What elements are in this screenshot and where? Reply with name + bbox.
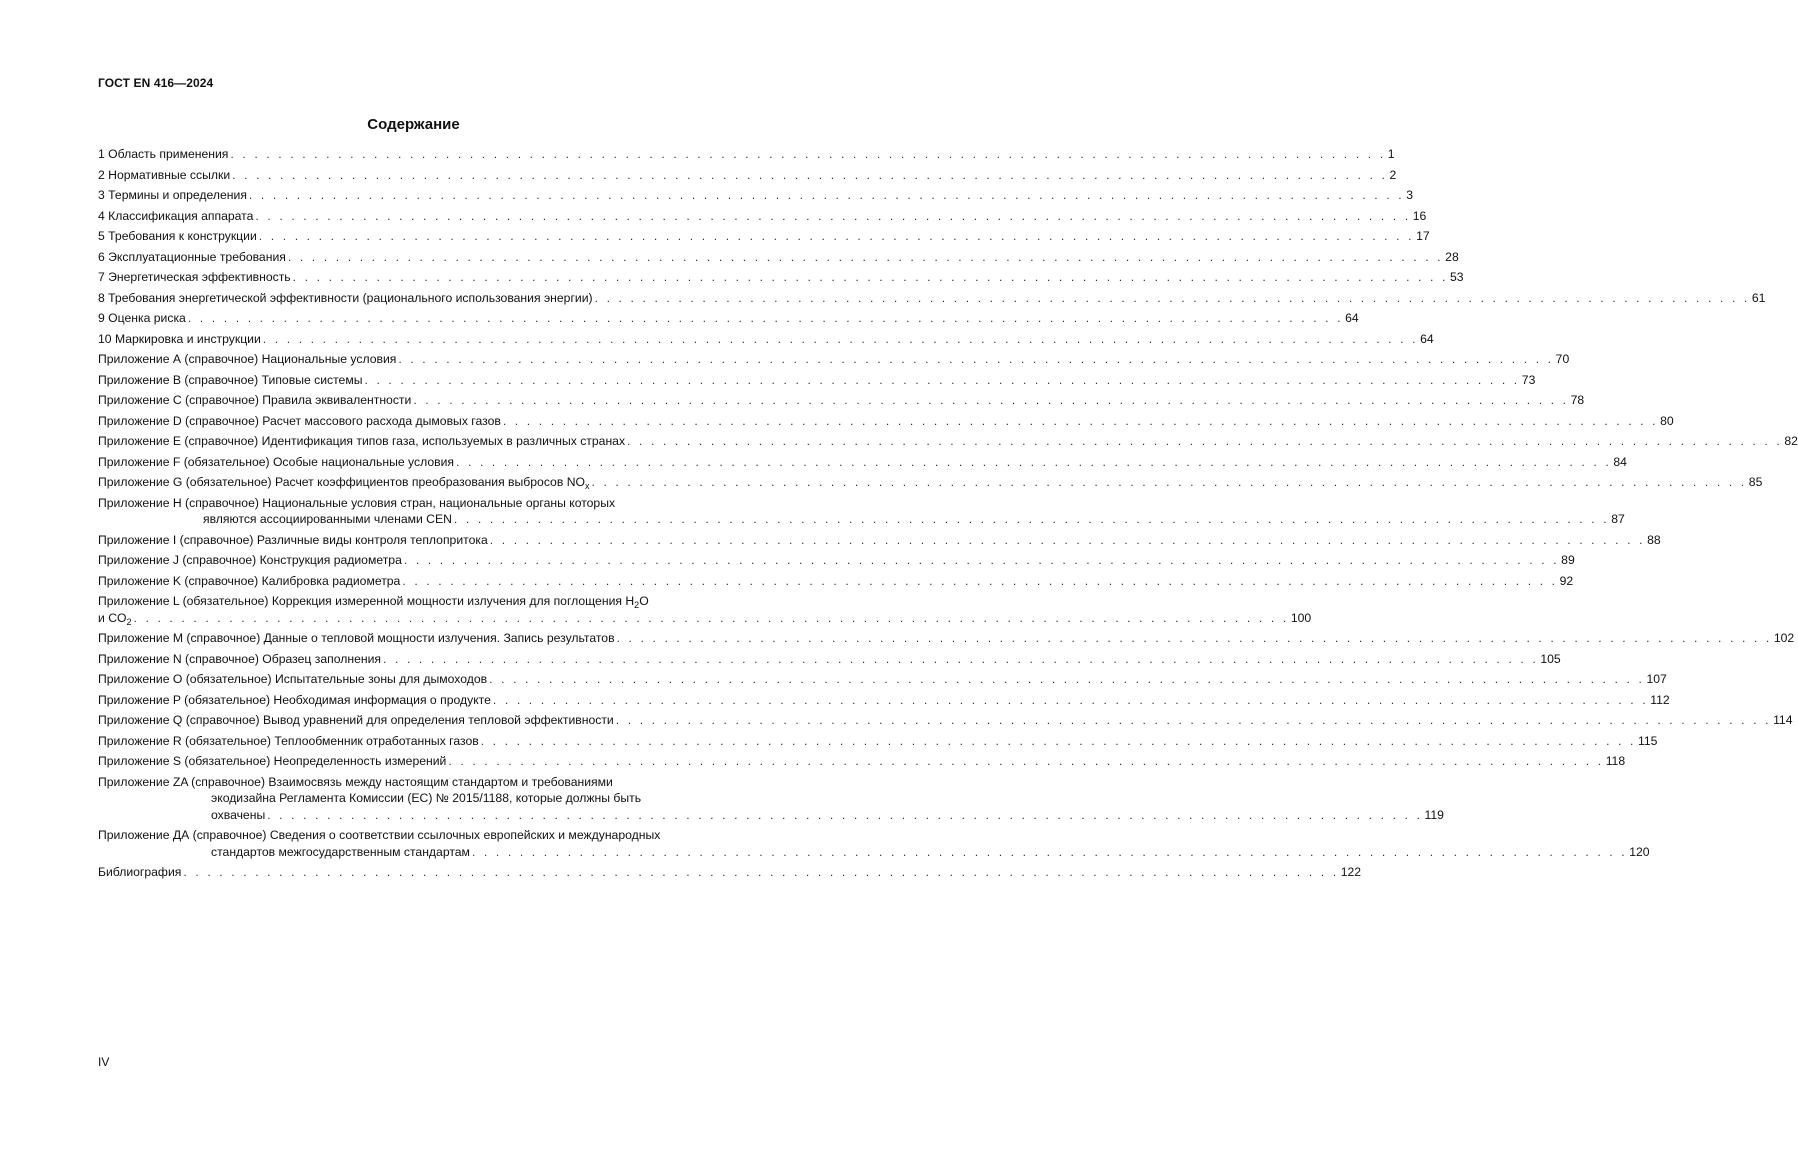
- dot-leader: . . . . . . . . . . . . . . . . . . . . . . . . . . . . . . . . . . . . . . . . . . . . . . . . . . . . . . . . . . . . . . . . . . . . . . . . . . . . . . . . . . . . . . . . . . . . . . . . .: [456, 454, 1612, 469]
- toc-entry-text: [98, 712, 614, 729]
- dot-leader: . . . . . . . . . . . . . . . . . . . . . . . . . . . . . . . . . . . . . . . . . . . . . . . . . . . . . . . . . . . . . . . . . . . . . . . . . . . . . . . . . . . . . . . . . . . . . . . . .: [489, 672, 1645, 686]
- toc-page-number: 100: [1290, 610, 1312, 625]
- toc-page-number: 85: [1748, 475, 1763, 489]
- toc-entry[interactable]: [98, 692, 1670, 709]
- toc-entry-line: [98, 790, 767, 807]
- toc-page-number: 119: [1424, 807, 1444, 822]
- toc-entry-text: [98, 864, 181, 881]
- toc-entry-text: [98, 351, 396, 368]
- toc-entry-title: Приложение P (обязательное) Необходимая информация о продукте: [98, 692, 491, 707]
- toc-entry-line: [98, 827, 767, 844]
- toc-entry[interactable]: [98, 331, 1434, 348]
- toc-entry-text: [98, 433, 625, 450]
- toc-entry-title: Приложение I (справочное) Различные виды контроля теплопритока: [98, 532, 488, 547]
- dot-leader: . . . . . . . . . . . . . . . . . . . . . . . . . . . . . . . . . . . . . . . . . . . . . . . . . . . . . . . . . . . . . . . . . . . . . . . . . . . . . . . . . . . . . . . . . . . . . . . . .: [398, 352, 1554, 366]
- toc-entry-text: [98, 733, 479, 750]
- toc-entry[interactable]: [98, 593, 1312, 627]
- toc-entry-title: Библиография: [98, 865, 182, 879]
- dot-leader: . . . . . . . . . . . . . . . . . . . . . . . . . . . . . . . . . . . . . . . . . . . . . . . . . . . . . . . . . . . . . . . . . . . . . . . . . . . . . . . . . . . . . . . . . . . . . . . . .: [287, 249, 1444, 264]
- toc-entry-text: [98, 167, 230, 184]
- toc-page-number: 114: [1773, 713, 1793, 727]
- toc-page-number: 2: [1389, 167, 1397, 182]
- subscript: 2: [126, 616, 132, 627]
- toc-entry[interactable]: [98, 474, 1763, 491]
- toc-entry-text: [98, 249, 286, 266]
- toc-entry-title: Приложение Q (справочное) Вывод уравнений для определения тепловой эффективности: [98, 713, 614, 727]
- toc-entry[interactable]: [98, 774, 1444, 824]
- toc-entry[interactable]: [98, 413, 1674, 430]
- dot-leader: . . . . . . . . . . . . . . . . . . . . . . . . . . . . . . . . . . . . . . . . . . . . . . . . . . . . . . . . . . . . . . . . . . . . . . . . . . . . . . . . . . . . . . . . . . . . . . . . .: [502, 413, 1659, 428]
- toc-entry-line: [98, 573, 1574, 590]
- toc-page-number: 28: [1445, 249, 1459, 264]
- toc-entry[interactable]: [98, 864, 1362, 881]
- toc-entry-text: [98, 651, 381, 668]
- toc-entry-line: [98, 310, 1359, 327]
- dot-leader: . . . . . . . . . . . . . . . . . . . . . . . . . . . . . . . . . . . . . . . . . . . . . . . . . . . . . . . . . . . . . . . . . . . . . . . . . . . . . . . . . . . . . . . . . . . . . . . . .: [255, 208, 1411, 223]
- toc-entry-title: 10 Маркировка и инструкции: [98, 331, 261, 346]
- toc-entry-title: Приложение L (обязательное) Коррекция измеренной мощности излучения для поглощения H: [98, 594, 635, 608]
- toc-entry-line: [98, 532, 1661, 549]
- toc-entry-text: [98, 290, 593, 307]
- toc-entry[interactable]: [98, 651, 1561, 668]
- toc-entry-title: 9 Оценка риска: [98, 311, 186, 325]
- toc-entry-title: Приложение D (справочное) Расчет массового расхода дымовых газов: [98, 413, 501, 428]
- subscript: 2: [634, 600, 640, 610]
- toc-entry-line: [98, 331, 1434, 348]
- toc-entry-line: [98, 167, 1397, 184]
- toc-entry[interactable]: [98, 372, 1536, 389]
- toc-entry-line: [98, 671, 1667, 688]
- toc-page-number: 16: [1412, 208, 1427, 223]
- toc-entry[interactable]: [98, 552, 1575, 569]
- toc-entry-text: [211, 844, 470, 861]
- toc-entry[interactable]: [98, 351, 1570, 368]
- toc-entry-title: Приложение Е (справочное) Идентификация типов газа, используемых в различных странах: [98, 434, 626, 448]
- toc-entry[interactable]: [98, 290, 1766, 307]
- toc-entry[interactable]: [98, 495, 1625, 528]
- document-header: ГОСТ EN 416—2024: [98, 76, 214, 90]
- toc-entry-line: [98, 630, 1795, 647]
- toc-page-number: 1: [1387, 147, 1395, 161]
- toc-entry-line: [98, 593, 767, 610]
- dot-leader: . . . . . . . . . . . . . . . . . . . . . . . . . . . . . . . . . . . . . . . . . . . . . . . . . . . . . . . . . . . . . . . . . . . . . . . . . . . . . . . . . . . . . . . . . . . . . . . . .: [615, 713, 1772, 727]
- toc-entry-text: [98, 228, 257, 245]
- toc-page-number: 92: [1559, 573, 1574, 588]
- toc-entry-continuation: стандартов межгосударственным стандартам: [211, 844, 470, 859]
- toc-entry[interactable]: [98, 454, 1627, 471]
- toc-entry-text: [98, 610, 132, 627]
- toc-page-number: 112: [1650, 692, 1670, 707]
- toc-entry[interactable]: [98, 146, 1395, 163]
- toc-entry-title: 3 Термины и определения: [98, 188, 247, 202]
- toc-entry-title: Приложение O (обязательное) Испытательные зоны для дымоходов: [98, 672, 488, 686]
- toc-entry-line: [98, 290, 1766, 307]
- toc-entry-title: 5 Требования к конструкции: [98, 229, 257, 243]
- toc-page-number: 118: [1605, 754, 1626, 768]
- toc-entry-title: Приложение J (справочное) Конструкция радиометра: [98, 553, 402, 567]
- toc-entry-title: 2 Нормативные ссылки: [98, 167, 231, 182]
- toc-entry[interactable]: [98, 228, 1430, 245]
- toc-entry-line: [98, 146, 1395, 163]
- toc-page-number: 17: [1416, 229, 1430, 243]
- toc-entry-continuation: являются ассоциированными членами CEN: [203, 512, 452, 526]
- toc-page-number: 82: [1784, 434, 1798, 448]
- toc-entry-title: Приложение N (справочное) Образец заполнения: [98, 651, 382, 666]
- toc-entry-line: [98, 392, 1585, 409]
- dot-leader: . . . . . . . . . . . . . . . . . . . . . . . . . . . . . . . . . . . . . . . . . . . . . . . . . . . . . . . . . . . . . . . . . . . . . . . . . . . . . . . . . . . . . . . . . . . . . . . . .: [292, 270, 1448, 284]
- toc-page-number: 88: [1647, 532, 1661, 547]
- toc-page-number: 122: [1340, 865, 1362, 879]
- toc-entry-line: [98, 208, 1427, 225]
- toc-entry[interactable]: [98, 753, 1626, 770]
- dot-leader: . . . . . . . . . . . . . . . . . . . . . . . . . . . . . . . . . . . . . . . . . . . . . . . . . . . . . . . . . . . . . . . . . . . . . . . . . . . . . . . . . . . . . . . . . . . . . . . . .: [492, 692, 1649, 707]
- dot-leader: . . . . . . . . . . . . . . . . . . . . . . . . . . . . . . . . . . . . . . . . . . . . . . . . . . . . . . . . . . . . . . . . . . . . . . . . . . . . . . . . . . . . . . . . . . . . . . . . .: [453, 512, 1610, 526]
- toc-entry-line: [98, 413, 1674, 430]
- toc-entry-text: [98, 372, 362, 389]
- toc-entry[interactable]: [98, 573, 1574, 590]
- toc-entry-line: [98, 495, 767, 512]
- toc-entry[interactable]: [98, 392, 1585, 409]
- dot-leader: . . . . . . . . . . . . . . . . . . . . . . . . . . . . . . . . . . . . . . . . . . . . . . . . . . . . . . . . . . . . . . . . . . . . . . . . . . . . . . . . . . . . . . . . . . . . . . . . .: [230, 147, 1386, 161]
- dot-leader: . . . . . . . . . . . . . . . . . . . . . . . . . . . . . . . . . . . . . . . . . . . . . . . . . . . . . . . . . . . . . . . . . . . . . . . . . . . . . . . . . . . . . . . . . . . . . . . . .: [262, 331, 1419, 346]
- toc-entry-title: Приложение А (справочное) Национальные условия: [98, 352, 397, 366]
- toc-entry-text: [98, 532, 488, 549]
- toc-entry-line: [98, 249, 1459, 266]
- toc-entry-line: [98, 552, 1575, 569]
- dot-leader: . . . . . . . . . . . . . . . . . . . . . . . . . . . . . . . . . . . . . . . . . . . . . . . . . . . . . . . . . . . . . . . . . . . . . . . . . . . . . . . . . . . . . . . . . . . . . . . . .: [383, 651, 1539, 666]
- toc-entry[interactable]: [98, 671, 1667, 688]
- toc-entry-line: [98, 269, 1464, 286]
- dot-leader: . . . . . . . . . . . . . . . . . . . . . . . . . . . . . . . . . . . . . . . . . . . . . . . . . . . . . . . . . . . . . . . . . . . . . . . . . . . . . . . . . . . . . . . . . . . . . . . . .: [448, 754, 1604, 768]
- toc-entry-text: [98, 474, 589, 491]
- toc-entry-title: Приложение K (справочное) Калибровка радиометра: [98, 573, 401, 588]
- toc-entry-text: [203, 511, 452, 528]
- toc-entry-line: [98, 844, 1650, 861]
- dot-leader: . . . . . . . . . . . . . . . . . . . . . . . . . . . . . . . . . . . . . . . . . . . . . . . . . . . . . . . . . . . . . . . . . . . . . . . . . . . . . . . . . . . . . . . . . . . . . . . . .: [133, 610, 1289, 625]
- toc-entry[interactable]: [98, 249, 1459, 266]
- toc-entry-title: 6 Эксплуатационные требования: [98, 249, 286, 264]
- dot-leader: . . . . . . . . . . . . . . . . . . . . . . . . . . . . . . . . . . . . . . . . . . . . . . . . . . . . . . . . . . . . . . . . . . . . . . . . . . . . . . . . . . . . . . . . . . . . . . . . .: [267, 807, 1423, 822]
- toc-entry-text: [98, 208, 253, 225]
- toc-entry-text: [98, 187, 247, 204]
- toc-page-number: 120: [1629, 844, 1650, 859]
- toc-entry[interactable]: [98, 269, 1464, 286]
- toc-entry-text: [98, 454, 454, 471]
- toc-entry[interactable]: [98, 433, 1798, 450]
- toc-entry-continuation: охвачены: [211, 807, 266, 822]
- toc-entry-title: Приложение H (справочное) Национальные условия стран, национальные органы которых: [98, 495, 616, 510]
- toc-entry[interactable]: [98, 733, 1658, 750]
- dot-leader: . . . . . . . . . . . . . . . . . . . . . . . . . . . . . . . . . . . . . . . . . . . . . . . . . . . . . . . . . . . . . . . . . . . . . . . . . . . . . . . . . . . . . . . . . . . . . . . . .: [627, 434, 1783, 448]
- toc-entry-title: Приложение R (обязательное) Теплообменник отработанных газов: [98, 733, 479, 748]
- toc-entry-line: [98, 454, 1627, 471]
- toc-entry-line: [98, 351, 1570, 368]
- toc-entry-text: [98, 331, 261, 348]
- toc-entry-continuation: и CO: [98, 610, 127, 625]
- dot-leader: . . . . . . . . . . . . . . . . . . . . . . . . . . . . . . . . . . . . . . . . . . . . . . . . . . . . . . . . . . . . . . . . . . . . . . . . . . . . . . . . . . . . . . . . . . . . . . . . .: [183, 865, 1339, 879]
- toc-entry-text: [98, 146, 228, 163]
- toc-page-number: 102: [1773, 631, 1795, 645]
- toc-entry-line: [98, 753, 1626, 770]
- page-title: Содержание: [367, 116, 460, 133]
- toc-entry-text: [98, 692, 491, 709]
- toc-entry-line: [98, 774, 767, 791]
- toc-entry-text: [98, 573, 400, 590]
- toc-page-number: 64: [1345, 311, 1359, 325]
- table-of-contents: [98, 146, 1798, 885]
- toc-entry[interactable]: [98, 187, 1414, 204]
- toc-entry-title: Приложение ДА (справочное) Сведения о соответствии ссылочных европейских и международных: [98, 828, 661, 842]
- toc-entry-line: [98, 807, 1444, 824]
- toc-entry-text: [98, 753, 446, 770]
- dot-leader: . . . . . . . . . . . . . . . . . . . . . . . . . . . . . . . . . . . . . . . . . . . . . . . . . . . . . . . . . . . . . . . . . . . . . . . . . . . . . . . . . . . . . . . . . . . . . . . . .: [616, 631, 1772, 645]
- dot-leader: . . . . . . . . . . . . . . . . . . . . . . . . . . . . . . . . . . . . . . . . . . . . . . . . . . . . . . . . . . . . . . . . . . . . . . . . . . . . . . . . . . . . . . . . . . . . . . . . .: [364, 372, 1520, 387]
- toc-entry-text: [98, 310, 186, 327]
- toc-entry-title: 7 Энергетическая эффективность: [98, 270, 291, 284]
- dot-leader: . . . . . . . . . . . . . . . . . . . . . . . . . . . . . . . . . . . . . . . . . . . . . . . . . . . . . . . . . . . . . . . . . . . . . . . . . . . . . . . . . . . . . . . . . . . . . . . . .: [187, 311, 1344, 325]
- toc-entry-line: [98, 228, 1430, 245]
- toc-entry-text: [98, 392, 411, 409]
- dot-leader: . . . . . . . . . . . . . . . . . . . . . . . . . . . . . . . . . . . . . . . . . . . . . . . . . . . . . . . . . . . . . . . . . . . . . . . . . . . . . . . . . . . . . . . . . . . . . . . . .: [471, 844, 1628, 859]
- toc-entry-title: 8 Требования энергетической эффективности (рационального использования энергии): [98, 290, 593, 305]
- dot-leader: . . . . . . . . . . . . . . . . . . . . . . . . . . . . . . . . . . . . . . . . . . . . . . . . . . . . . . . . . . . . . . . . . . . . . . . . . . . . . . . . . . . . . . . . . . . . . . . . .: [248, 188, 1405, 202]
- toc-entry-line: [98, 474, 1763, 491]
- dot-leader: . . . . . . . . . . . . . . . . . . . . . . . . . . . . . . . . . . . . . . . . . . . . . . . . . . . . . . . . . . . . . . . . . . . . . . . . . . . . . . . . . . . . . . . . . . . . . . . . .: [402, 573, 1558, 588]
- toc-entry-line: [98, 372, 1536, 389]
- toc-entry[interactable]: [98, 208, 1427, 225]
- toc-entry-title: Приложение G (обязательное) Расчет коэффициентов преобразования выбросов NO: [98, 475, 585, 489]
- toc-page-number: 53: [1449, 270, 1464, 284]
- toc-entry[interactable]: [98, 712, 1793, 729]
- toc-page-number: 61: [1751, 290, 1766, 305]
- toc-entry-title: 4 Классификация аппарата: [98, 208, 254, 223]
- toc-entry[interactable]: [98, 630, 1795, 647]
- toc-entry-title: Приложение S (обязательное) Неопределенность измерений: [98, 754, 447, 768]
- dot-leader: . . . . . . . . . . . . . . . . . . . . . . . . . . . . . . . . . . . . . . . . . . . . . . . . . . . . . . . . . . . . . . . . . . . . . . . . . . . . . . . . . . . . . . . . . . . . . . . . .: [480, 733, 1637, 748]
- toc-entry[interactable]: [98, 167, 1397, 184]
- toc-page-number: 87: [1611, 512, 1625, 526]
- toc-entry[interactable]: [98, 532, 1661, 549]
- subscript: x: [584, 481, 590, 491]
- toc-entry-line: [98, 692, 1670, 709]
- toc-entry-text: [98, 413, 501, 430]
- toc-entry-text: [211, 807, 265, 824]
- toc-entry-line: [98, 733, 1658, 750]
- toc-entry-continuation: экодизайна Регламента Комиссии (ЕС) № 2015/1188, которые должны быть: [211, 791, 642, 805]
- toc-entry-title: Приложение ZA (справочное) Взаимосвязь между настоящим стандартом и требованиями: [98, 774, 613, 789]
- dot-leader: . . . . . . . . . . . . . . . . . . . . . . . . . . . . . . . . . . . . . . . . . . . . . . . . . . . . . . . . . . . . . . . . . . . . . . . . . . . . . . . . . . . . . . . . . . . . . . . . .: [232, 167, 1388, 182]
- toc-page-number: 3: [1406, 188, 1414, 202]
- toc-page-number: 70: [1555, 352, 1570, 366]
- toc-entry-line: [98, 651, 1561, 668]
- toc-entry-title: Приложение В (справочное) Типовые системы: [98, 372, 363, 387]
- toc-entry-line: [98, 187, 1414, 204]
- toc-entry-line: [98, 511, 1625, 528]
- toc-entry-text: [98, 552, 402, 569]
- toc-page-number: 84: [1613, 454, 1627, 469]
- toc-page-number: 80: [1660, 413, 1674, 428]
- toc-entry-text: [98, 630, 615, 647]
- toc-page-number: 107: [1646, 672, 1667, 686]
- toc-entry-line: [98, 610, 1312, 627]
- toc-entry-title: 1 Область применения: [98, 147, 229, 161]
- toc-entry-line: [98, 712, 1793, 729]
- toc-page-number: 73: [1521, 372, 1536, 387]
- toc-entry[interactable]: [98, 310, 1359, 327]
- dot-leader: . . . . . . . . . . . . . . . . . . . . . . . . . . . . . . . . . . . . . . . . . . . . . . . . . . . . . . . . . . . . . . . . . . . . . . . . . . . . . . . . . . . . . . . . . . . . . . . . .: [258, 229, 1415, 243]
- toc-entry-text: [98, 671, 487, 688]
- toc-entry-title: Приложение F (обязательное) Особые национальные условия: [98, 454, 455, 469]
- toc-page-number: 89: [1561, 553, 1575, 567]
- toc-entry-title: Приложение M (справочное) Данные о тепловой мощности излучения. Запись результатов: [98, 631, 615, 645]
- toc-entry-line: [98, 864, 1362, 881]
- dot-leader: . . . . . . . . . . . . . . . . . . . . . . . . . . . . . . . . . . . . . . . . . . . . . . . . . . . . . . . . . . . . . . . . . . . . . . . . . . . . . . . . . . . . . . . . . . . . . . . . .: [591, 475, 1747, 489]
- toc-page-number: 115: [1638, 733, 1658, 748]
- page-number: IV: [98, 1055, 110, 1069]
- dot-leader: . . . . . . . . . . . . . . . . . . . . . . . . . . . . . . . . . . . . . . . . . . . . . . . . . . . . . . . . . . . . . . . . . . . . . . . . . . . . . . . . . . . . . . . . . . . . . . . . .: [413, 393, 1569, 407]
- toc-page-number: 78: [1570, 393, 1585, 407]
- toc-page-number: 105: [1540, 651, 1561, 666]
- dot-leader: . . . . . . . . . . . . . . . . . . . . . . . . . . . . . . . . . . . . . . . . . . . . . . . . . . . . . . . . . . . . . . . . . . . . . . . . . . . . . . . . . . . . . . . . . . . . . . . . .: [489, 532, 1646, 547]
- dot-leader: . . . . . . . . . . . . . . . . . . . . . . . . . . . . . . . . . . . . . . . . . . . . . . . . . . . . . . . . . . . . . . . . . . . . . . . . . . . . . . . . . . . . . . . . . . . . . . . . .: [403, 553, 1560, 567]
- toc-entry-title-tail: O: [639, 594, 649, 608]
- dot-leader: . . . . . . . . . . . . . . . . . . . . . . . . . . . . . . . . . . . . . . . . . . . . . . . . . . . . . . . . . . . . . . . . . . . . . . . . . . . . . . . . . . . . . . . . . . . . . . . . .: [594, 290, 1750, 305]
- toc-entry-line: [98, 433, 1798, 450]
- toc-entry-title: Приложение С (справочное) Правила эквивалентности: [98, 393, 412, 407]
- toc-page-number: 64: [1420, 331, 1434, 346]
- toc-entry[interactable]: [98, 827, 1650, 860]
- toc-entry-text: [98, 269, 291, 286]
